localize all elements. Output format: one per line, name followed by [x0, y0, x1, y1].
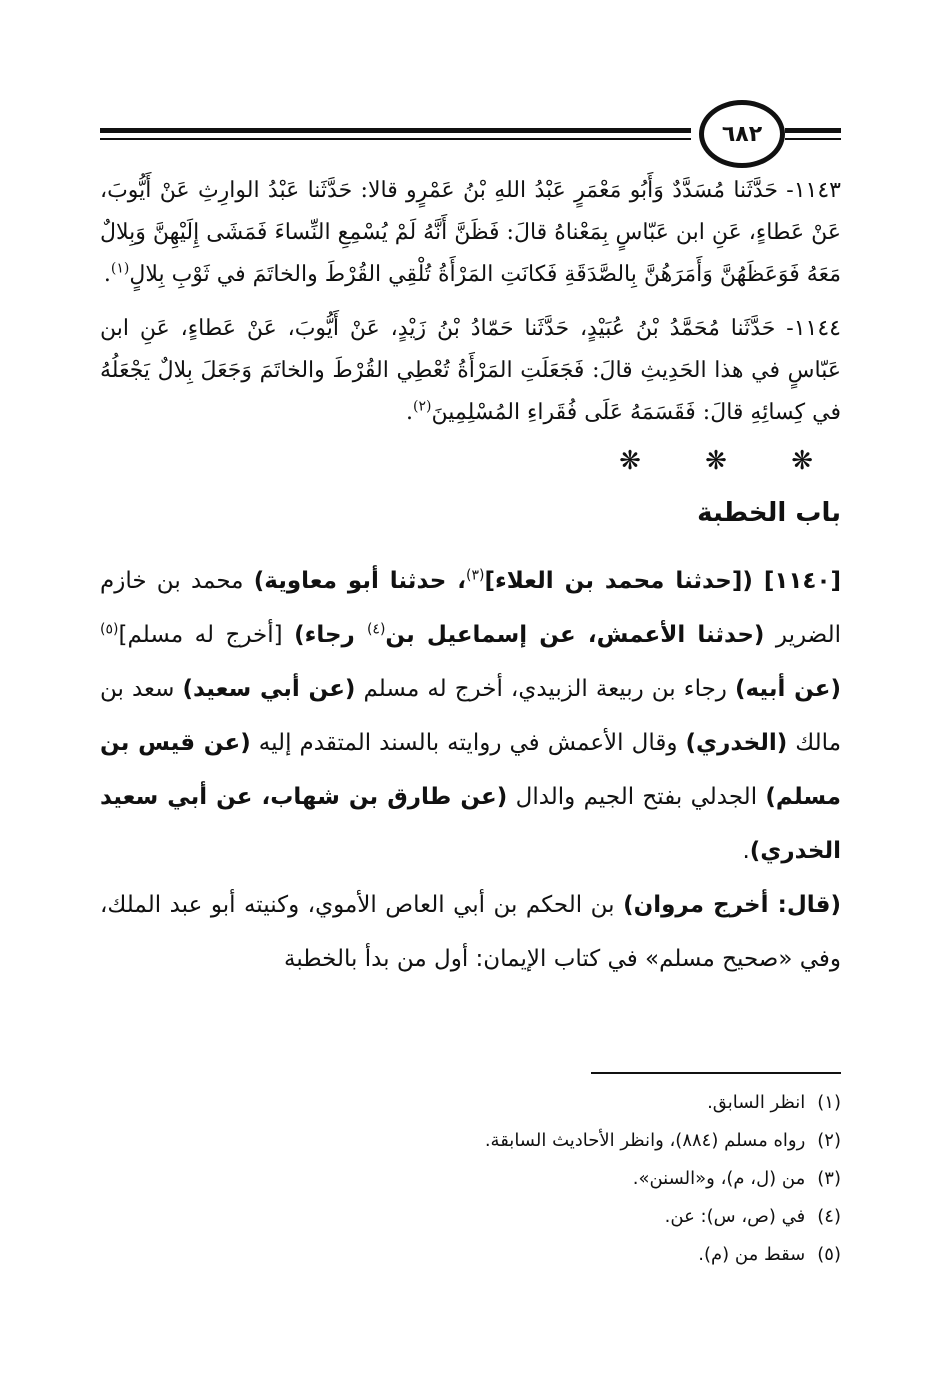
commentary-bold: (عن قيس بن مسلم): [100, 730, 842, 810]
footnote-1: [241, 1084, 841, 1122]
commentary-text: .: [742, 838, 750, 864]
commentary-text: الجدلي بفتح الجيم والدال: [507, 784, 766, 810]
hadith-text: ١١٤٤- حَدَّثَنا مُحَمَّدُ بْنُ عُبَيْدٍ، حَدَّثَنا حَمّادُ بْنُ زَيْدٍ، عَنْ أَيُّوبَ، عَنْ عَطاءٍ، عَنِ ابن عَبّاسٍ في هذا الحَدِيثِ قالَ: فَجَعَلَتِ المَرْأَةُ تُعْطِي القُرْطَ والخاتَمَ وَجَعَلَ بِلالٌ يَجْعَلُهُ في كِسائِهِ قالَ: فَقَسَمَهُ عَلَى فُقَراءِ المُسْلِمِينَ: [100, 316, 841, 425]
page-header: [100, 100, 841, 170]
commentary-bold: (الخدري): [685, 730, 788, 756]
footnote-divider: [591, 1072, 841, 1074]
footnote-ref: (٤): [366, 621, 386, 638]
footnote-5: [241, 1236, 841, 1274]
footnote-ref: (٣): [465, 567, 485, 584]
footnote-number: (٢): [817, 1130, 841, 1151]
commentary-paragraph-2: [100, 878, 841, 986]
header-rule-right-thin: [785, 138, 841, 140]
footnote-text: انظر السابق.: [707, 1092, 806, 1113]
page-body: [100, 170, 841, 986]
footnotes: [241, 1084, 841, 1274]
footnote-number: (٥): [817, 1244, 841, 1265]
footnote-ref: (٢): [413, 398, 432, 415]
hadith-1143: [100, 170, 841, 296]
header-rule-thin: [100, 138, 691, 140]
header-rule-thick: [100, 128, 691, 133]
footnote-3: [241, 1160, 841, 1198]
footnote-number: (٣): [817, 1168, 841, 1189]
section-separator: ❋ ❋ ❋: [619, 446, 841, 476]
hadith-end: .: [103, 262, 111, 287]
commentary-text: محمد بن خازم الضرير: [100, 568, 842, 648]
footnote-number: (١): [817, 1092, 841, 1113]
footnote-4: [241, 1198, 841, 1236]
footnote-text: في (ص، س): عن.: [664, 1206, 806, 1227]
footnote-text: من (ل، م)، و«السنن».: [632, 1168, 806, 1189]
header-rule-right: [785, 128, 841, 133]
footnote-ref: (٥): [100, 621, 119, 638]
footnote-text: سقط من (م).: [698, 1244, 806, 1265]
commentary-text: بن الحكم بن أبي العاص الأموي، وكنيته أبو عبد الملك، وفي «صحيح مسلم» في كتاب الإيمان: أول من بدأ بالخطبة: [100, 892, 841, 972]
commentary-text: [أخرج له مسلم]: [118, 622, 295, 648]
commentary-text: وقال الأعمش في روايته بالسند المتقدم إليه: [250, 730, 686, 756]
chapter-title: باب الخطبة: [697, 498, 841, 528]
hadith-end: .: [406, 400, 414, 425]
footnote-2: [241, 1122, 841, 1160]
footnote-ref: (١): [110, 260, 130, 277]
hadith-text: ١١٤٣- حَدَّثَنا مُسَدَّدٌ وَأَبُو مَعْمَرٍ عَبْدُ اللهِ بْنُ عَمْرٍو قالا: حَدَّثَنا عَبْدُ الوارِثِ عَنْ أَيُّوبَ، عَنْ عَطاءٍ، عَنِ ابن عَبّاسٍ بِمَعْناهُ قالَ: فَظَنَّ أَنَّهُ لَمْ يُسْمِعِ النِّساءَ فَمَشَى إِلَيْهِنَّ وَبِلالٌ مَعَهُ فَوَعَظَهُنَّ وَأَمَرَهُنَّ بِالصَّدَقَةِ فَكانَتِ المَرْأَةُ تُلْقِي القُرْطَ والخاتَمَ في ثَوْبِ بِلالٍ: [100, 178, 841, 287]
commentary-text: رجاء بن ربيعة الزبيدي، أخرج له مسلم: [355, 676, 735, 702]
commentary-paragraph-1: [100, 554, 841, 878]
commentary-text: سعد بن مالك: [100, 676, 842, 756]
commentary-bold: (حدثنا الأعمش، عن إسماعيل بن: [385, 622, 765, 648]
hadith-1144: [100, 308, 841, 434]
commentary-bold: (عن أبيه): [734, 676, 842, 702]
commentary-bold: (عن أبي سعيد): [182, 676, 356, 702]
commentary-bold: ، حدثنا أبو معاوية): [253, 568, 466, 594]
footnote-number: (٤): [817, 1206, 841, 1227]
commentary-bold: [١١٤٠] ([حدثنا محمد بن العلاء]: [484, 568, 841, 594]
commentary-bold: رجاء): [294, 622, 367, 648]
commentary-bold: (عن طارق بن شهاب، عن أبي سعيد الخدري): [100, 784, 841, 864]
commentary-bold: (قال: أخرج مروان): [623, 892, 842, 918]
page-number: ٦٨٢: [699, 100, 785, 168]
footnote-text: رواه مسلم (٨٨٤)، وانظر الأحاديث السابقة.: [484, 1130, 806, 1151]
